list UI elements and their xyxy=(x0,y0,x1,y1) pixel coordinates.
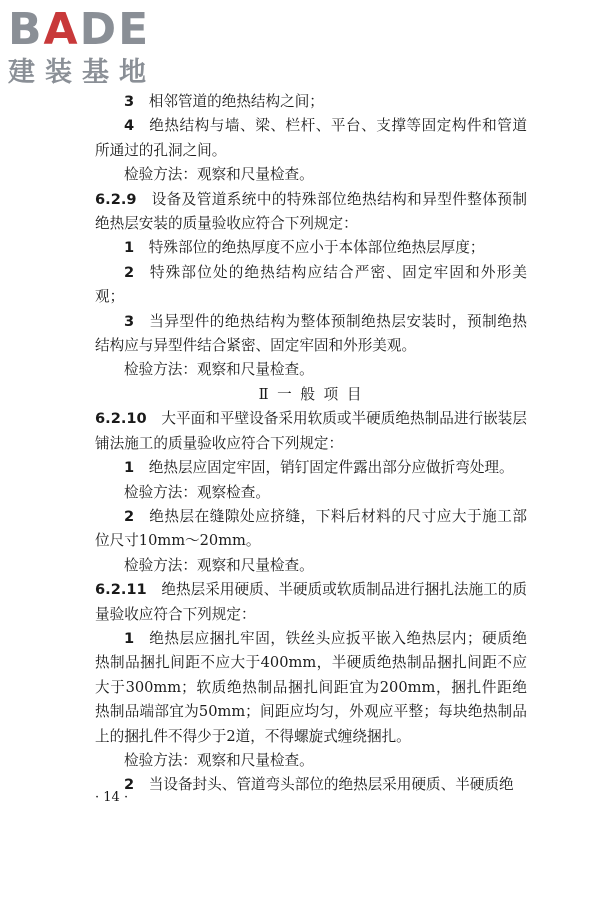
paragraph-text: 大平面和平壁设备采用软质或半硬质绝热制品进行嵌装层铺法施工的质量验收应符合下列规定： xyxy=(95,410,527,452)
list-item xyxy=(95,456,527,480)
list-item xyxy=(95,505,527,554)
inspection-method: 检验方法：观察和尺量检查。 xyxy=(124,361,314,379)
watermark-logo xyxy=(8,6,178,96)
clause-paragraph xyxy=(95,188,527,237)
list-item xyxy=(95,773,527,797)
inspection-method: 检验方法：观察和尺量检查。 xyxy=(124,556,314,574)
clause-paragraph xyxy=(95,578,527,627)
clause-paragraph xyxy=(95,407,527,456)
clause-number: 6.2.10 xyxy=(95,410,147,428)
paragraph-text: 当异型件的绝热结构为整体预制绝热层安装时，预制绝热结构应与异型件结合紧密、固定牢固和外形美观。 xyxy=(95,312,527,355)
paragraph-text: 绝热层应固定牢固，销钉固定件露出部分应做折弯处理。 xyxy=(148,459,514,477)
document-body xyxy=(95,90,527,798)
paragraph-text: 绝热层应捆扎牢固，铁丝头应扳平嵌入绝热层内；硬质绝热制品捆扎间距不应大于400mm，半硬质绝热制品捆扎间距不应大于300mm；软质绝热制品捆扎间距宜为200mm，捆扎件距绝热制品端部宜为50mm；间距应均匀，外观应平整；每块绝热制品上的捆扎件不得少于2道，不得螺旋式缠绕捆扎。 xyxy=(95,629,527,745)
watermark-subtitle: 建装基地 xyxy=(8,57,156,88)
list-item xyxy=(95,261,527,310)
paragraph-text: 绝热结构与墙、梁、栏杆、平台、支撑等固定构件和管道所通过的孔洞之间。 xyxy=(95,117,527,159)
item-number: 1 xyxy=(124,629,135,647)
list-item xyxy=(95,627,527,749)
list-item xyxy=(95,310,527,359)
item-number: 4 xyxy=(124,117,135,135)
paragraph-text: 特殊部位的绝热厚度不应小于本体部位绝热层厚度； xyxy=(148,239,485,257)
watermark-logo-text: BADE xyxy=(8,4,151,55)
clause-number: 6.2.9 xyxy=(95,190,137,208)
item-number: 3 xyxy=(124,312,135,330)
inspection-method: 检验方法：观察检查。 xyxy=(124,483,270,501)
list-item xyxy=(95,90,527,114)
item-number: 3 xyxy=(124,93,135,110)
list-item xyxy=(95,114,527,163)
paragraph-text: 绝热层在缝隙处应挤缝，下料后材料的尺寸应大于施工部位尺寸10mm～20mm。 xyxy=(95,507,527,550)
inspection-method: 检验方法：观察和尺量检查。 xyxy=(124,751,314,769)
item-number: 1 xyxy=(124,239,135,257)
section-heading: Ⅱ 一 般 项 目 xyxy=(258,385,364,403)
item-number: 2 xyxy=(124,776,135,794)
clause-number: 6.2.11 xyxy=(95,581,147,599)
paragraph-text: 特殊部位处的绝热结构应结合严密、固定牢固和外形美观； xyxy=(95,263,527,306)
item-number: 2 xyxy=(124,263,135,281)
paragraph-text: 相邻管道的绝热结构之间； xyxy=(148,93,324,110)
paragraph-text: 绝热层采用硬质、半硬质或软质制品进行捆扎法施工的质量验收应符合下列规定： xyxy=(95,581,527,623)
item-number: 2 xyxy=(124,507,135,525)
list-item xyxy=(95,236,527,260)
paragraph-text: 当设备封头、管道弯头部位的绝热层采用硬质、半硬质绝 xyxy=(148,776,514,794)
paragraph-text: 设备及管道系统中的特殊部位绝热结构和异型件整体预制绝热层安装的质量验收应符合下列规定： xyxy=(95,190,527,233)
page-number: · 14 · xyxy=(95,790,129,805)
item-number: 1 xyxy=(124,459,135,477)
inspection-method: 检验方法：观察和尺量检查。 xyxy=(124,166,314,184)
